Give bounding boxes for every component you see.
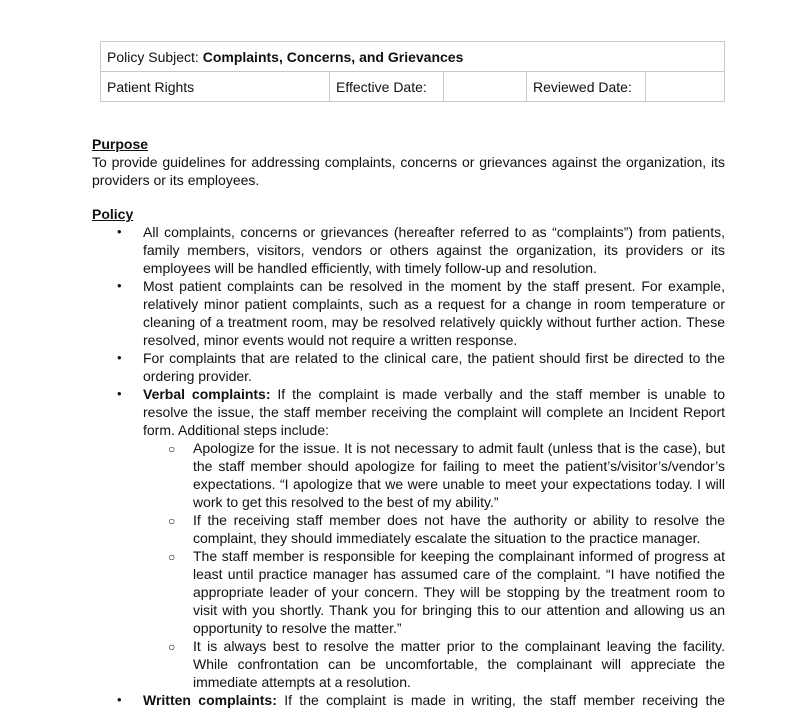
verbal-steps-list	[143, 439, 725, 691]
circle-bullet-icon: ○	[168, 550, 176, 564]
step-item	[143, 511, 725, 547]
step-text: Apologize for the issue. It is not necessary to admit fault (unless that is the case), but the staff member should apologize for failing to meet the patient’s/visitor’s/vendor’s expectations. “I apologize that we were unable to meet your expectations today. I will work to get this resolved to the best of my ability.”	[193, 440, 725, 510]
policy-item	[92, 223, 725, 277]
subject-value: Complaints, Concerns, and Grievances	[202, 48, 464, 65]
policy-item	[92, 349, 725, 385]
step-item	[143, 637, 725, 691]
item-bold: Verbal complaints:	[143, 386, 271, 402]
item-bold: Written complaints:	[143, 692, 277, 708]
circle-bullet-icon: ○	[168, 640, 176, 654]
policy-heading: Policy	[92, 206, 134, 222]
policy-item	[92, 385, 725, 691]
policy-item	[92, 277, 725, 349]
effective-date-value	[444, 72, 527, 102]
bullet-icon: •	[117, 692, 122, 707]
step-item	[143, 547, 725, 637]
step-text: It is always best to resolve the matter prior to the complainant leaving the facility. While confrontation can be uncomfortable, the complainant will appreciate the immediate attempts at a resolution.	[193, 638, 725, 690]
bullet-icon: •	[117, 278, 122, 293]
step-item	[143, 439, 725, 511]
bullet-icon: •	[117, 350, 122, 365]
step-text: If the receiving staff member does not have the authority or ability to resolve the complaint, they should immediately escalate the situation to the practice manager.	[193, 512, 725, 546]
purpose-heading: Purpose	[92, 136, 149, 152]
subject-row	[101, 42, 725, 72]
policy-item	[92, 691, 725, 709]
step-text: The staff member is responsible for keeping the complainant informed of progress at least until practice manager has assumed care of the complaint. “I have notified the appropriate leader of your concern. They will be stopping by the treatment room to visit with you shortly. Thank you for bringing this to our attention and allowing us an opportunity to resolve the matter.”	[193, 548, 725, 636]
bullet-icon: •	[117, 224, 122, 239]
circle-bullet-icon: ○	[168, 442, 176, 456]
item-text: Most patient complaints can be resolved in the moment by the staff present. For example, relatively minor patient complaints, such as a request for a change in room temperature or cleaning of a treatment room, may be resolved relatively quickly without further action. These resolved, minor events would not require a written response.	[143, 278, 725, 348]
bullet-icon: •	[117, 386, 122, 401]
policy-header-table	[100, 41, 725, 102]
policy-list	[92, 223, 725, 709]
category-cell: Patient Rights	[101, 72, 330, 102]
item-text: All complaints, concerns or grievances (hereafter referred to as “complaints”) from patients, family members, visitors, vendors or others against the organization, its providers or its employees will be handled efficiently, with timely follow-up and resolution.	[143, 224, 725, 276]
item-text: If the complaint is made in writing, the staff member receiving the	[276, 692, 725, 708]
item-text: For complaints that are related to the clinical care, the patient should first be directed to the ordering provider.	[143, 350, 725, 384]
info-row	[101, 72, 725, 102]
policy-subject-cell	[101, 42, 725, 72]
reviewed-date-label: Reviewed Date:	[527, 72, 646, 102]
reviewed-date-value	[646, 72, 725, 102]
item-text: If the complaint is made verbally and the staff member is unable to resolve the issue, the staff member receiving the complaint will complete an Incident Report form. Additional steps include:	[143, 386, 725, 438]
purpose-text: To provide guidelines for addressing complaints, concerns or grievances against the organization, its providers or its employees.	[92, 154, 725, 188]
subject-label: Policy Subject:	[107, 48, 203, 65]
effective-date-label: Effective Date:	[330, 72, 444, 102]
circle-bullet-icon: ○	[168, 514, 176, 528]
